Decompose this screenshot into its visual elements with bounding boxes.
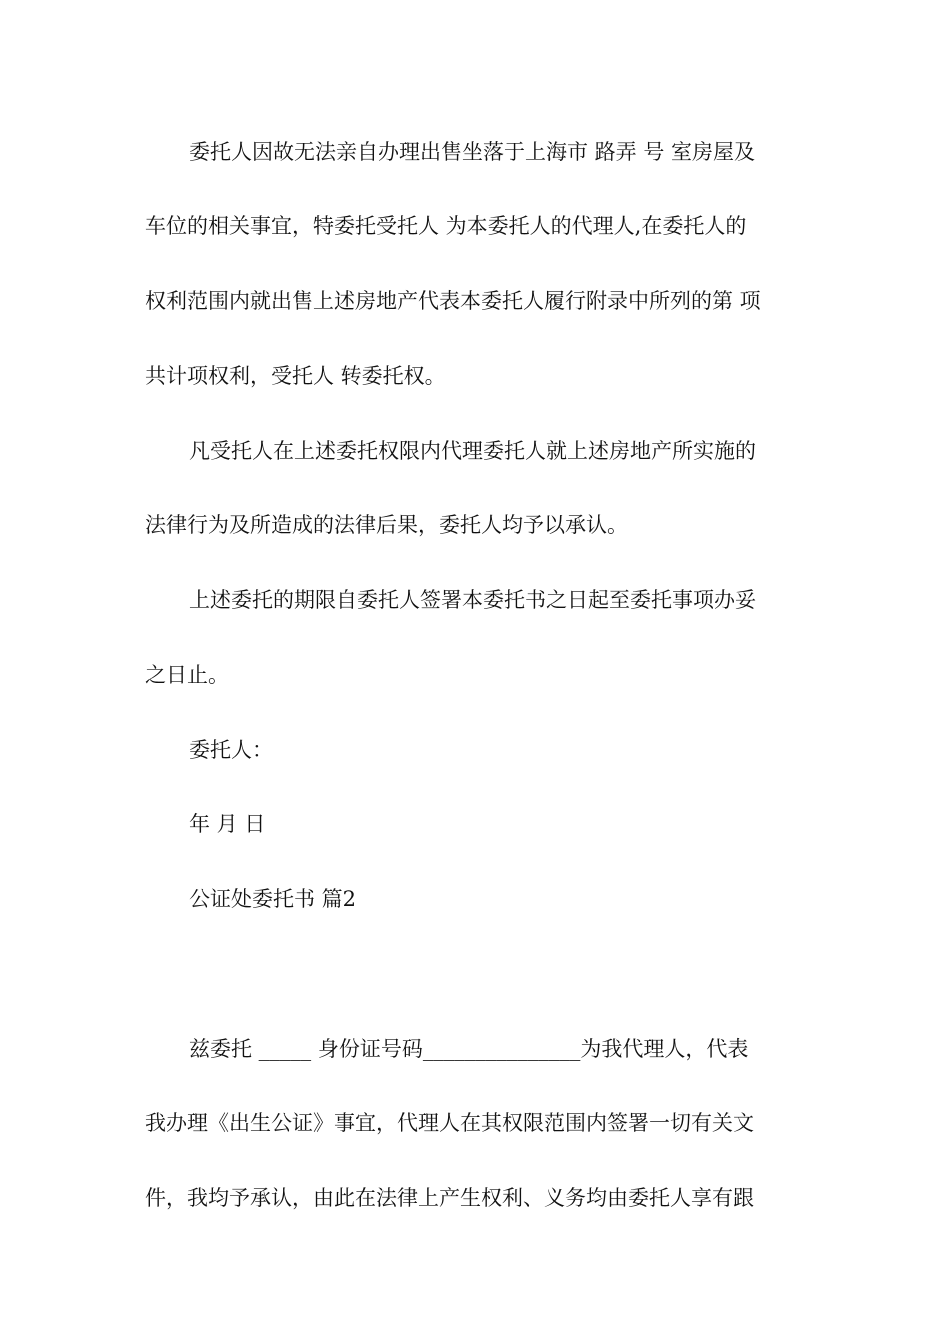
paragraph-line: 件，我均予承认，由此在法律上产生权利、义务均由委托人享有跟 (145, 1186, 754, 1210)
signature-label: 委托人： (189, 738, 273, 762)
paragraph-line: 权利范围内就出售上述房地产代表本委托人履行附录中所列的第 项 (145, 289, 761, 313)
paragraph-line: 法律行为及所造成的法律后果，委托人均予以承认。 (145, 513, 628, 537)
paragraph-line: 之日止。 (145, 663, 229, 687)
paragraph-line: 委托人因故无法亲自办理出售坐落于上海市 路弄 号 室房屋及 (189, 140, 756, 164)
paragraph-line: 共计项权利，受托人 转委托权。 (145, 364, 446, 388)
paragraph-line: 车位的相关事宜，特委托受托人 为本委托人的代理人,在委托人的 (145, 214, 747, 238)
paragraph-line: 上述委托的期限自委托人签署本委托书之日起至委托事项办妥 (189, 588, 756, 612)
section-title: 公证处委托书 篇2 (189, 887, 357, 911)
paragraph-line: 凡受托人在上述委托权限内代理委托人就上述房地产所实施的 (189, 439, 756, 463)
paragraph-line: 兹委托 _____ 身份证号码_______________为我代理人，代表 (189, 1037, 749, 1061)
paragraph-line: 我办理《出生公证》事宜，代理人在其权限范围内签署一切有关文 (145, 1111, 754, 1135)
date-line: 年 月 日 (189, 812, 266, 836)
